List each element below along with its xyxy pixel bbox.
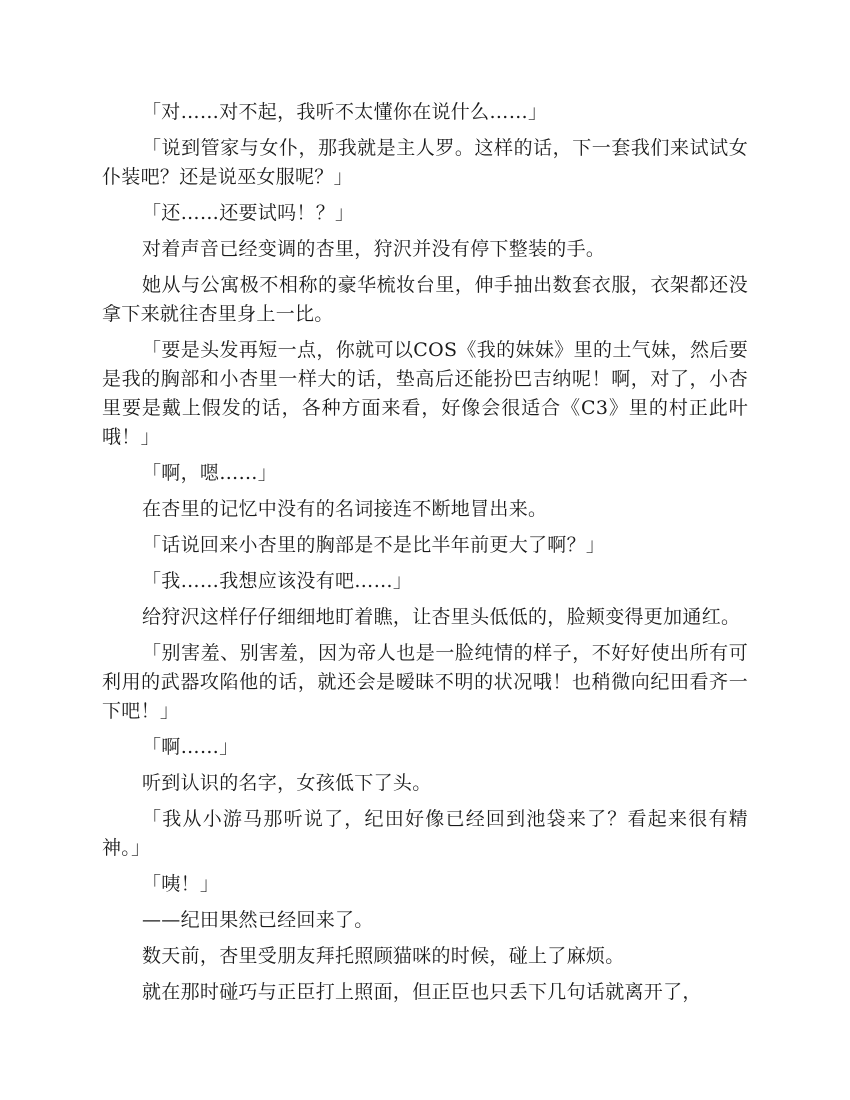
paragraph: 「啊……」	[142, 736, 239, 758]
paragraph: 对着声音已经变调的杏里，狩沢并没有停下整装的手。	[142, 238, 606, 260]
paragraph: 「我……我想应该没有吧……」	[142, 570, 413, 592]
paragraph: 「对……对不起，我听不太懂你在说什么……」	[142, 101, 548, 123]
paragraph: 「说到管家与女仆，那我就是主人罗。这样的话，下一套我们来试试女仆装吧？还是说巫女服呢？」	[102, 137, 748, 188]
paragraph: 数天前，杏里受朋友拜托照顾猫咪的时候，碰上了麻烦。	[142, 945, 625, 967]
paragraph: 她从与公寓极不相称的豪华梳妆台里，伸手抽出数套衣服，衣架都还没拿下来就往杏里身上一比。	[102, 274, 748, 325]
paragraph: 就在那时碰巧与正臣打上照面，但正臣也只丢下几句话就离开了，	[142, 981, 702, 1003]
paragraph: 在杏里的记忆中没有的名词接连不断地冒出来。	[142, 498, 548, 520]
paragraph: 「还……还要试吗！？」	[142, 202, 355, 224]
paragraph: 「别害羞、别害羞，因为帝人也是一脸纯情的样子，不好好使出所有可利用的武器攻陷他的话，就还会是暧昧不明的状况哦！也稍微向纪田看齐一下吧！」	[102, 642, 748, 722]
paragraph: 给狩沢这样仔仔细细地盯着瞧，让杏里头低低的，脸颊变得更加通红。	[142, 606, 741, 628]
paragraph: 「我从小游马那听说了，纪田好像已经回到池袋来了？看起来很有精神。」	[102, 808, 748, 859]
paragraph: 「啊，嗯……」	[142, 462, 278, 484]
paragraph: 「咦！」	[142, 873, 220, 895]
paragraph: ——纪田果然已经回来了。	[142, 909, 374, 931]
paragraph: 听到认识的名字，女孩低下了头。	[142, 772, 432, 794]
paragraph: 「话说回来小杏里的胸部是不是比半年前更大了啊？」	[142, 534, 606, 556]
body-text	[102, 98, 748, 1014]
paragraph: 「要是头发再短一点，你就可以COS《我的妹妹》里的土气妹，然后要是我的胸部和小杏里一样大的话，垫高后还能扮巴吉纳呢！啊，对了，小杏里要是戴上假发的话，各种方面来看，好像会很适合《C3》里的村正此叶哦！」	[102, 339, 748, 448]
